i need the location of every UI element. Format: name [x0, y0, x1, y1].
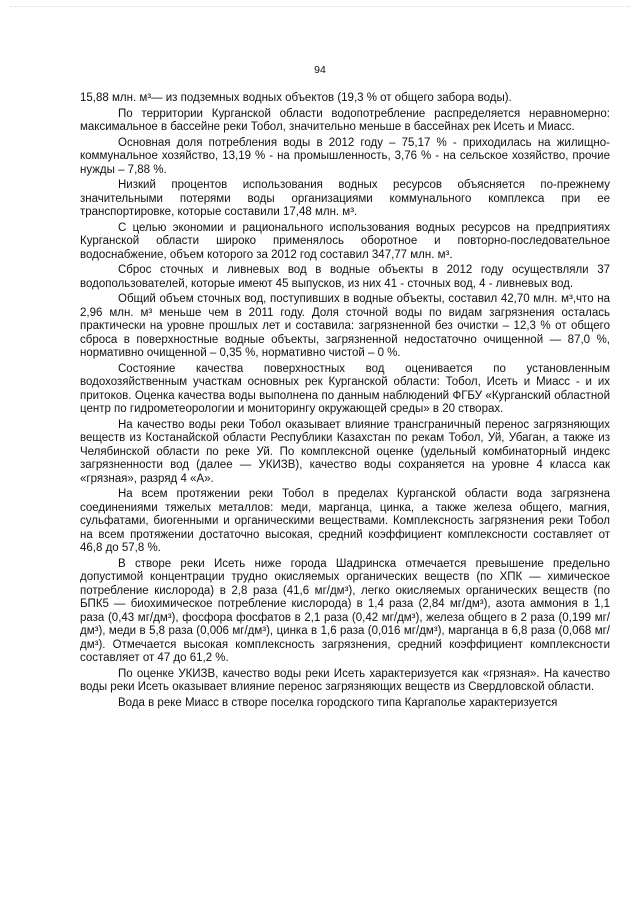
body-text: [80, 92, 610, 712]
page-number: 94: [314, 64, 326, 76]
paragraph-12: По оценке УКИЗВ, качество воды реки Исеть характеризуется как «грязная». На качество воды реки Исеть оказывает влияние перенос загрязняющих веществ из Свердловской области.: [80, 667, 610, 693]
paragraph-6: Сброс сточных и ливневых вод в водные объекты в 2012 году осуществляли 37 водопользователей, которые имеют 45 выпусков, из них 41 - сточных вод, 4 - ливневых вод.: [80, 264, 610, 290]
paragraph-10: На всем протяжении реки Тобол в пределах Курганской области вода загрязнена соединениями тяжелых металлов: меди, марганца, цинка, а также железа общего, магния, сульфатами, биогенными и органическими веществами. Комплексность загрязнения реки Тобол на всем протяжении достаточно высокая, средний коэффициент комплексности составляет от 46,8 до 57,8 %.: [80, 488, 610, 554]
paragraph-1: 15,88 млн. м³— из подземных водных объектов (19,3 % от общего забора воды).: [80, 92, 512, 104]
paragraph-5: С целью экономии и рационального использования водных ресурсов на предприятиях Курганской области широко применялось оборотное и повторно-последовательное водоснабжение, объем которого за 2012 год составил 347,77 млн. м³.: [80, 221, 610, 261]
paragraph-13: Вода в реке Миасс в створе поселка городского типа Каргаполье характеризуется: [118, 696, 558, 709]
paragraph-8: Состояние качества поверхностных вод оценивается по установленным водохозяйственным участкам основных рек Курганской области: Тобол, Исеть и Миасс - и их притоков. Оценка качества воды выполнена по данным наблюдений ФГБУ «Курганский областной центр по гидрометеорологии и мониторингу окружающей среды» в 20 створах.: [80, 362, 610, 415]
paragraph-2: По территории Курганской области водопотребление распределяется неравномерно: максимальное в бассейне реки Тобол, значительно меньше в бассейнах рек Исеть и Миасс.: [80, 107, 610, 133]
scan-artifact-line: [10, 6, 630, 11]
paragraph-11: В створе реки Исеть ниже города Шадринска отмечается превышение предельно допустимой концентрации трудно окисляемых органических веществ (по ХПК — химическое потребление кислорода) в 2,8 раза (41,6 мг/дм³), легко окисляемых органических веществ (по БПК5 — биохимическое потребление кислорода) в 1,4 раза (2,84 мг/дм³), азота аммония в 1,1 раза (0,43 мг/дм³), фосфора фосфатов в 2,1 раза (0,42 мг/дм³), железа общего в 2 раза (0,199 мг/дм³), меди в 5,8 раза (0,006 мг/дм³), цинка в 1,6 раза (0,016 мг/дм³), марганца в 6,8 раза (0,068 мг/дм³). Отмечается высокая комплексность загрязнения, средний коэффициент комплексности составляет от 47 до 61,2 %.: [80, 557, 610, 664]
paragraph-7: Общий объем сточных вод, поступивших в водные объекты, составил 42,70 млн. м³,что на 2,96 млн. м³ меньше чем в 2011 году. Доля сточной воды по видам загрязнения осталась практически на уровне прошлых лет и составила: загрязненной без очистки – 12,3 % от общего сброса в поверхностные водные объекты, загрязненной недостаточно очищенной — 87,0 %, нормативно очищенной – 0,35 %, нормативно чистой – 0 %.: [80, 293, 610, 359]
paragraph-9: На качество воды реки Тобол оказывает влияние трансграничный перенос загрязняющих веществ из Костанайской области Республики Казахстан по рекам Тобол, Уй, Убаган, а также из Челябинской области по реке Уй. По комплексной оценке (удельный комбинаторный индекс загрязненности вод (далее — УКИЗВ), качество воды сохраняется на уровне 4 класса как «грязная», разряд 4 «А».: [80, 418, 610, 485]
paragraph-3: Основная доля потребления воды в 2012 году – 75,17 % - приходилась на жилищно-коммунальное хозяйство, 13,19 % - на промышленность, 3,76 % - на сельское хозяйство, прочие нужды – 7,88 %.: [80, 136, 610, 176]
paragraph-4: Низкий процентов использования водных ресурсов объясняется по-прежнему значительными потерями воды организациями коммунального комплекса при ее транспортировке, которые составили 17,48 млн. м³.: [80, 179, 610, 218]
